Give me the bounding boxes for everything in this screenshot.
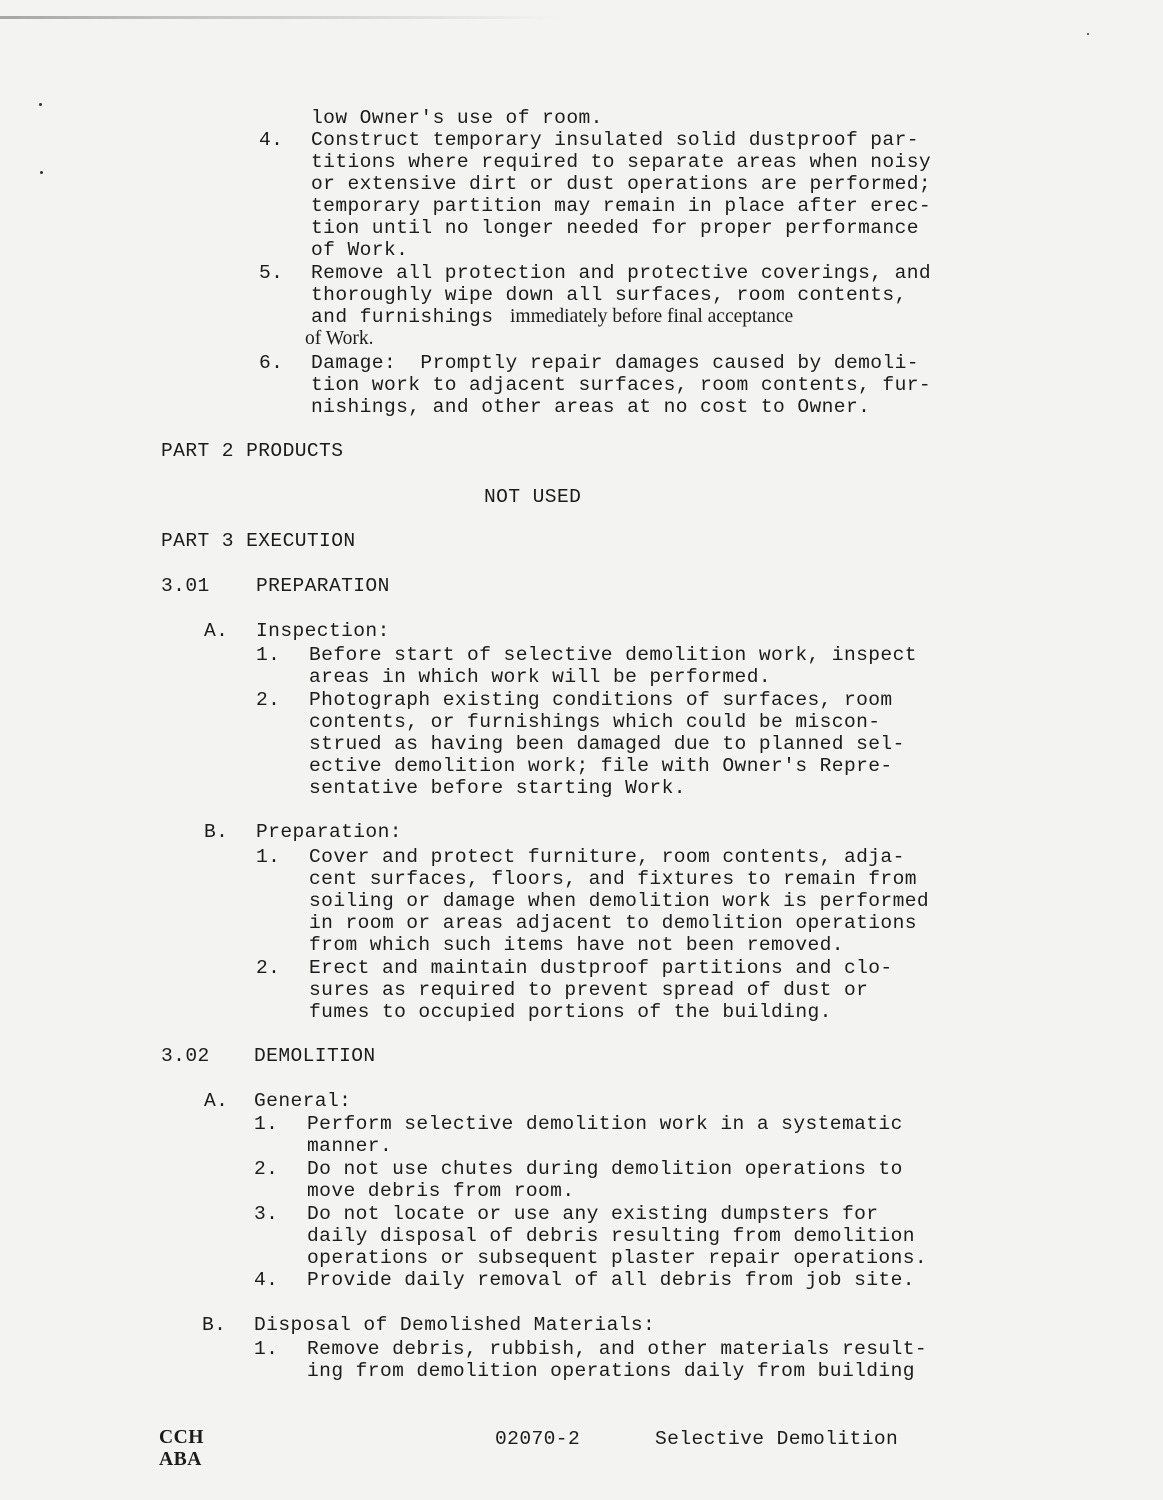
text-line: Photograph existing conditions of surfaces, room [309,689,893,711]
text-line: Perform selective demolition work in a systematic [307,1113,903,1135]
text-line: in room or areas adjacent to demolition operations [309,912,917,934]
text-line: sentative before starting Work. [309,777,686,799]
text-line: soiling or damage when demolition work is performed [309,890,930,912]
text-line: Remove debris, rubbish, and other materials result- [307,1338,928,1360]
subsection-letter: A. [204,620,229,642]
list-number: 1. [254,1113,279,1135]
footer-initials: CCH [159,1427,205,1448]
list-number: 4. [254,1269,279,1291]
text-line: strued as having been damaged due to planned sel- [309,733,905,755]
part-heading: PART 2 PRODUCTS [161,440,344,462]
list-number: 1. [256,846,281,868]
subsection-title: Inspection: [256,620,390,642]
subsection-title: Preparation: [256,821,402,843]
part-heading: PART 3 EXECUTION [161,530,356,552]
list-number: 2. [254,1158,279,1180]
section-number: 3.02 [161,1045,210,1067]
handwritten-correction: immediately before final acceptance [510,306,794,327]
text-line: contents, or furnishings which could be miscon- [309,711,881,733]
scan-speck [39,103,42,106]
text-line: Before start of selective demolition work, inspect [309,644,917,666]
text-line: and furnishings [311,306,494,328]
text-line: Construct temporary insulated solid dustproof par- [311,129,919,151]
text-line: Damage: Promptly repair damages caused by demoli- [311,352,919,374]
text-line: Erect and maintain dustproof partitions and clo- [309,957,893,979]
section-title: DEMOLITION [254,1045,376,1067]
text-line: Do not use chutes during demolition operations to [307,1158,903,1180]
text-line: temporary partition may remain in place after erec- [311,195,932,217]
footer-page-number: 02070-2 [495,1428,581,1450]
subsection-title: General: [254,1090,352,1112]
subsection-letter: B. [204,821,229,843]
text-line: of Work. [311,239,409,261]
list-number: 3. [254,1203,279,1225]
scan-speck [1087,33,1089,35]
scan-speck [40,171,43,174]
text-line: fumes to occupied portions of the building. [309,1001,832,1023]
section-number: 3.01 [161,575,210,597]
text-line: Do not locate or use any existing dumpsters for [307,1203,879,1225]
text-line: nishings, and other areas at no cost to Owner. [311,396,871,418]
text-line: Remove all protection and protective coverings, and [311,262,932,284]
text-line: or extensive dirt or dust operations are performed; [311,173,932,195]
text-line: manner. [307,1135,393,1157]
scan-artifact-top [0,16,560,19]
list-number: 4. [259,129,284,151]
text-line: thoroughly wipe down all surfaces, room contents, [311,284,907,306]
text-line: titions where required to separate areas when noisy [311,151,932,173]
list-number: 6. [259,352,284,374]
text-line: Cover and protect furniture, room contents, adja- [309,846,905,868]
text-line: low Owner's use of room. [311,107,603,129]
text-line: tion until no longer needed for proper performance [311,217,919,239]
text-line: operations or subsequent plaster repair operations. [307,1247,928,1269]
text-line: from which such items have not been removed. [309,934,844,956]
text-line: Provide daily removal of all debris from job site. [307,1269,915,1291]
text-line: move debris from room. [307,1180,575,1202]
text-line: ective demolition work; file with Owner's Repre- [309,755,893,777]
subsection-letter: A. [204,1090,229,1112]
text-line: sures as required to prevent spread of dust or [309,979,869,1001]
text-line: cent surfaces, floors, and fixtures to remain from [309,868,917,890]
footer-section-title: Selective Demolition [655,1428,899,1450]
text-line: ing from demolition operations daily from building [307,1360,915,1382]
text-line: tion work to adjacent surfaces, room contents, fur- [311,374,932,396]
handwritten-correction: of Work. [305,328,374,349]
section-title: PREPARATION [256,575,390,597]
list-number: 5. [259,262,284,284]
subsection-letter: B. [202,1314,227,1336]
footer-initials: ABA [159,1449,202,1470]
list-number: 2. [256,957,281,979]
list-number: 1. [256,644,281,666]
list-number: 2. [256,689,281,711]
text-line: daily disposal of debris resulting from demolition [307,1225,915,1247]
list-number: 1. [254,1338,279,1360]
not-used-label: NOT USED [484,486,582,508]
text-line: areas in which work will be performed. [309,666,772,688]
subsection-title: Disposal of Demolished Materials: [254,1314,656,1336]
